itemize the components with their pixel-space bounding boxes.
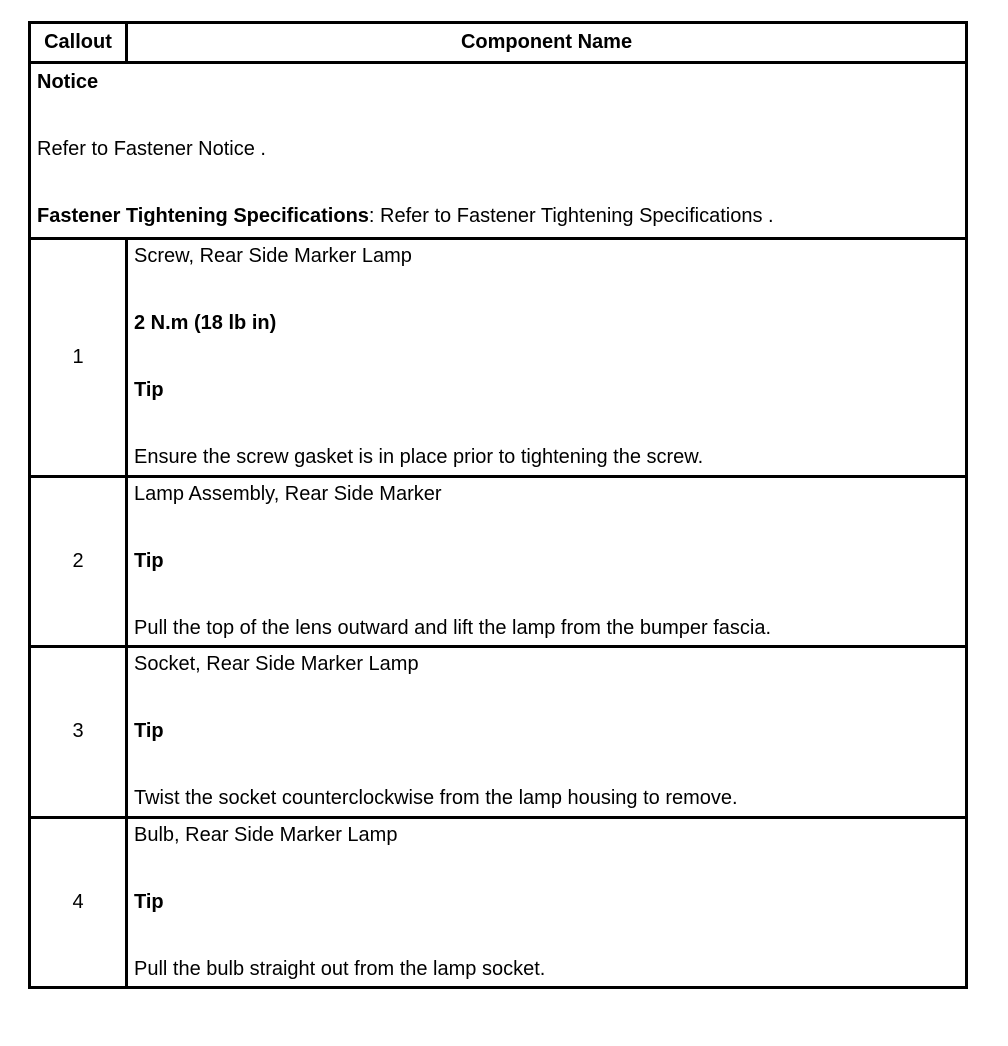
table-row [30, 817, 967, 988]
notice-cell [30, 63, 967, 239]
torque-spec: 2 N.m (18 lb in) [134, 312, 277, 334]
component-cell [127, 817, 967, 988]
tip-text: Twist the socket counterclockwise from the lamp housing to remove. [134, 787, 738, 809]
tip-label: Tip [134, 549, 164, 572]
component-name: Lamp Assembly, Rear Side Marker [134, 482, 442, 505]
component-name: Bulb, Rear Side Marker Lamp [134, 823, 398, 846]
table-row [30, 647, 967, 818]
tip-label: Tip [134, 379, 164, 401]
tip-label: Tip [134, 720, 164, 742]
notice-title: Notice [37, 71, 99, 93]
component-cell [127, 647, 967, 818]
table-row [30, 239, 967, 477]
header-row [30, 23, 967, 63]
component-name-header: Component Name [127, 23, 967, 63]
tip-text: Ensure the screw gasket is in place prior to tightening the screw. [134, 446, 704, 468]
component-cell [127, 239, 967, 477]
callout-header: Callout [30, 23, 127, 63]
tip-text: Pull the bulb straight out from the lamp socket. [134, 957, 546, 980]
component-cell [127, 476, 967, 647]
tip-label: Tip [134, 890, 164, 913]
component-name: Screw, Rear Side Marker Lamp [134, 245, 412, 267]
component-name: Socket, Rear Side Marker Lamp [134, 653, 419, 675]
table-row [30, 476, 967, 647]
tip-text: Pull the top of the lens outward and lift the lamp from the bumper fascia. [134, 616, 772, 639]
callout-number: 1 [30, 239, 127, 477]
spec-label: Fastener Tightening Specifications [37, 205, 369, 227]
callout-number: 3 [30, 647, 127, 818]
spec-text: Refer to Fastener Tightening Specifications . [374, 205, 774, 227]
notice-text: Refer to Fastener Notice . [37, 138, 266, 160]
notice-row [30, 63, 967, 239]
callout-number: 4 [30, 817, 127, 988]
callout-number: 2 [30, 476, 127, 647]
components-table [28, 21, 968, 989]
spec-colon: : [368, 205, 375, 227]
